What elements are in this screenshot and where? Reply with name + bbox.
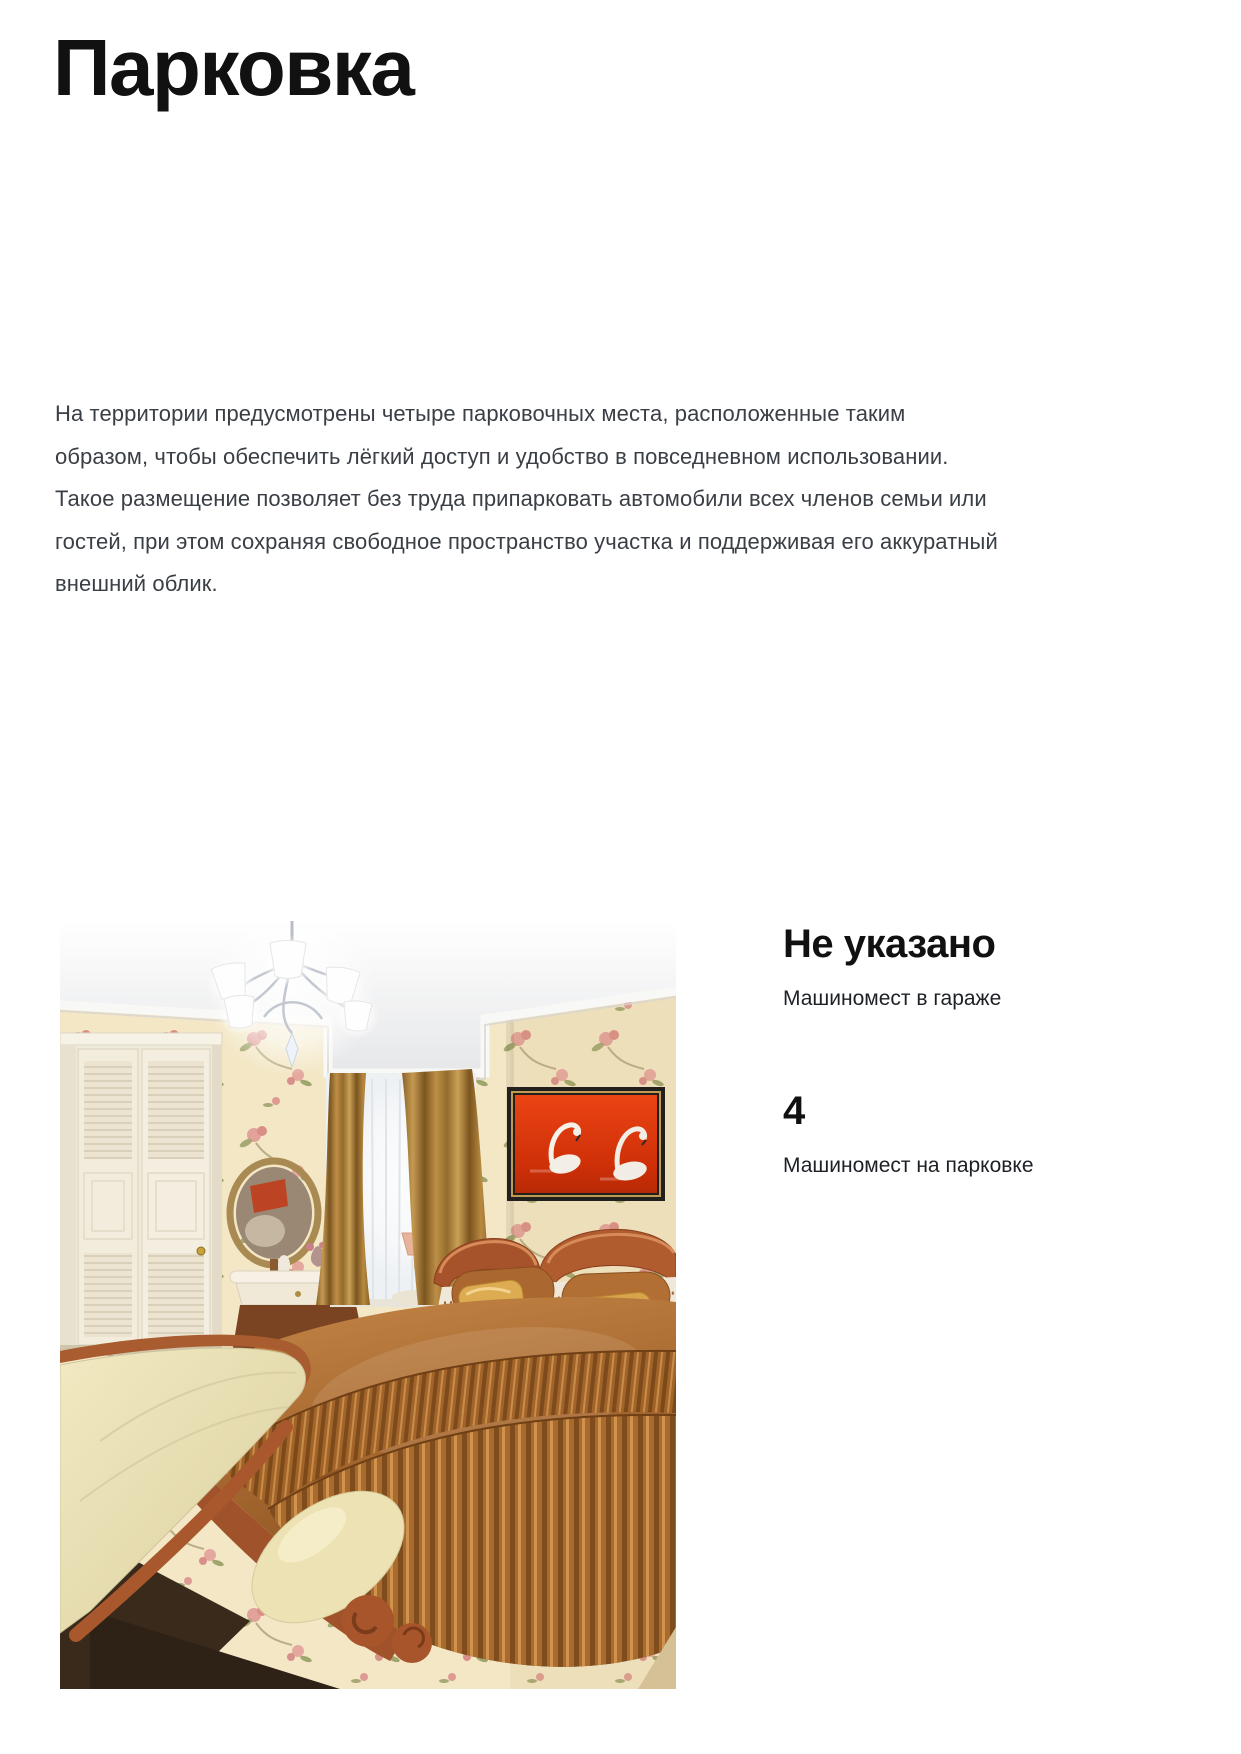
garage-spaces-value: Не указано [783, 922, 996, 966]
stat-parking-spaces [783, 1087, 1203, 1181]
parking-spaces-value: 4 [783, 1089, 805, 1133]
garage-spaces-label: Машиномест в гараже [783, 987, 1002, 1010]
photo-red-painting [507, 1087, 665, 1201]
page-title: Парковка [53, 23, 414, 112]
bedroom-photo-illustration [60, 921, 676, 1689]
stat-garage-spaces [783, 920, 1203, 1014]
parking-description: На территории предусмотрены четыре парковочных места, расположенные таким образом, чтобы обеспечить лёгкий доступ и удобство в повседневном использовании. Такое размещение позволяет без труда припарковать автомобили всех членов семьи или гостей, при этом сохраняя свободное пространство участка и поддерживая его аккуратный внешний облик. [55, 401, 998, 596]
bedroom-photo [60, 921, 676, 1689]
parking-stats [783, 920, 1203, 1181]
parking-spaces-label: Машиномест на парковке [783, 1154, 1034, 1177]
photo-wardrobe [60, 1033, 222, 1355]
